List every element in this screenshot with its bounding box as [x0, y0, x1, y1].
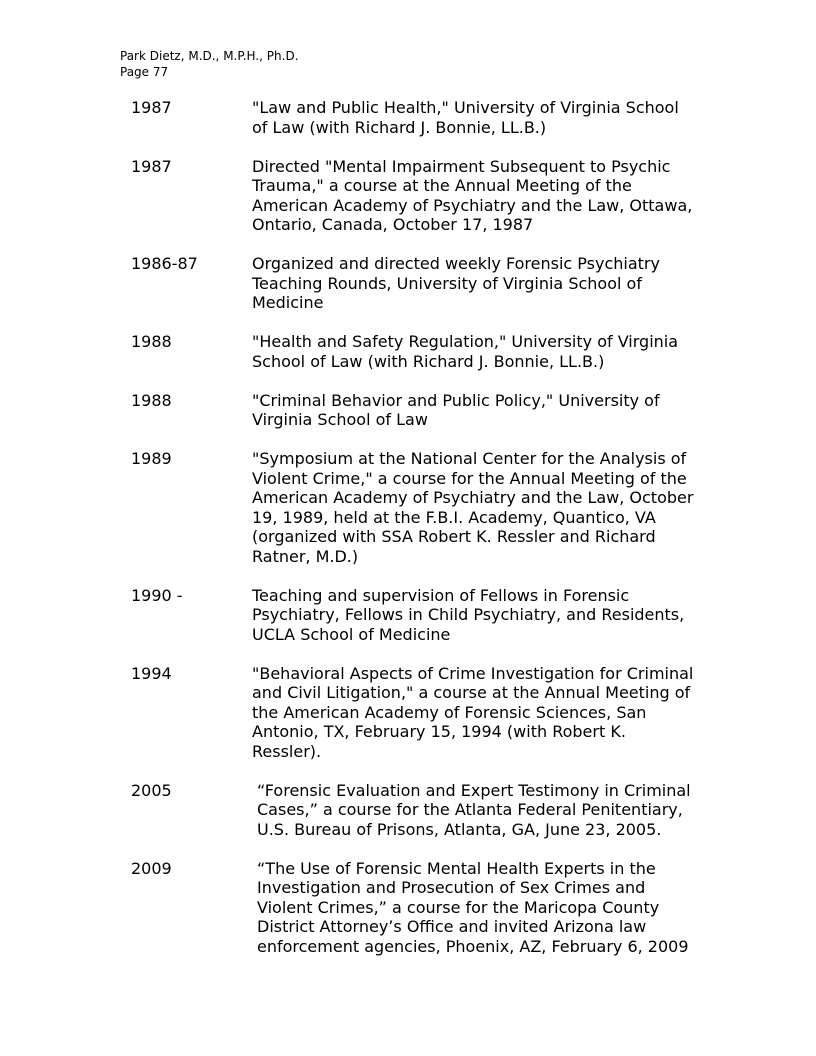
- entry-year: 1988: [131, 332, 172, 351]
- description-line: Teaching and supervision of Fellows in Forensic: [252, 585, 630, 605]
- description-line: Ressler).: [252, 741, 322, 761]
- description-line: Teaching Rounds, University of Virginia School of: [252, 273, 642, 293]
- description-line: Organized and directed weekly Forensic Psychiatry: [252, 254, 660, 273]
- entry-1989-symposium: [0, 449, 816, 566]
- entry-2005-forensic-evaluation: [0, 781, 816, 840]
- description-line: "Health and Safety Regulation," University of Virginia: [252, 332, 679, 351]
- description-line: School of Law (with Richard J. Bonnie, LL.B.): [252, 351, 605, 371]
- description-line: "Law and Public Health," University of Virginia School: [252, 98, 679, 117]
- entry-year: 2009: [131, 858, 172, 878]
- description-line: Virginia School of Law: [252, 410, 428, 429]
- entry-year: 2005: [131, 780, 172, 800]
- description-line: Violent Crime," a course for the Annual Meeting of the: [252, 468, 687, 488]
- description-line: Ontario, Canada, October 17, 1987: [252, 215, 534, 234]
- description-line: American Academy of Psychiatry and the Law, October: [252, 488, 694, 507]
- entry-1987-law-public-health: [0, 98, 816, 137]
- description-line: Antonio, TX, February 15, 1994 (with Robert K.: [252, 722, 626, 741]
- description-line: and Civil Litigation," a course at the Annual Meeting of: [252, 683, 691, 702]
- description-line: Directed "Mental Impairment Subsequent to Psychic: [252, 156, 671, 176]
- entry-description: [257, 859, 701, 957]
- entry-year: 1990 -: [131, 585, 183, 605]
- description-line: Violent Crimes,” a course for the Maricopa County: [257, 897, 660, 917]
- description-line: Cases,” a course for the Atlanta Federal Penitentiary,: [257, 800, 683, 819]
- entry-description: [252, 391, 700, 430]
- entry-1990-ucla-teaching: [0, 586, 816, 645]
- description-line: UCLA School of Medicine: [252, 624, 451, 644]
- description-line: Trauma," a course at the Annual Meeting of the: [252, 176, 632, 195]
- description-line: “The Use of Forensic Mental Health Experts in the: [257, 858, 656, 878]
- entry-year: 1987: [131, 98, 172, 117]
- entry-1988-health-safety: [0, 332, 816, 371]
- description-line: Ratner, M.D.): [252, 546, 359, 566]
- entry-year: 1988: [131, 390, 172, 410]
- entry-description: [257, 781, 701, 840]
- description-line: "Criminal Behavior and Public Policy," University of: [252, 390, 660, 410]
- teaching-entries-list: [0, 98, 816, 976]
- entry-description: [252, 332, 700, 371]
- entry-description: [252, 98, 700, 137]
- entry-1986-87-teaching-rounds: [0, 254, 816, 313]
- entry-year: 1989: [131, 449, 172, 468]
- entry-1988-criminal-behavior: [0, 391, 816, 430]
- entry-description: [252, 664, 700, 762]
- entry-year: 1987: [131, 156, 172, 176]
- description-line: District Attorney’s Office and invited Arizona law: [257, 917, 647, 936]
- entry-description: [252, 157, 700, 235]
- page-header: [120, 48, 299, 80]
- description-line: Psychiatry, Fellows in Child Psychiatry, and Residents,: [252, 605, 685, 624]
- description-line: (organized with SSA Robert K. Ressler and Richard: [252, 527, 656, 546]
- entry-year: 1994: [131, 663, 172, 683]
- description-line: the American Academy of Forensic Sciences, San: [252, 702, 647, 722]
- entry-1994-behavioral-aspects: [0, 664, 816, 762]
- description-line: American Academy of Psychiatry and the Law, Ottawa,: [252, 195, 693, 215]
- entry-description: [252, 449, 700, 566]
- description-line: "Behavioral Aspects of Crime Investigation for Criminal: [252, 663, 694, 683]
- description-line: U.S. Bureau of Prisons, Atlanta, GA, June 23, 2005.: [257, 819, 662, 839]
- page-number: Page 77: [120, 65, 169, 79]
- description-line: “Forensic Evaluation and Expert Testimony in Criminal: [257, 780, 691, 800]
- description-line: Medicine: [252, 293, 324, 312]
- description-line: Investigation and Prosecution of Sex Crimes and: [257, 878, 646, 897]
- entry-2009-forensic-mental-health: [0, 859, 816, 957]
- description-line: "Symposium at the National Center for the Analysis of: [252, 449, 687, 468]
- description-line: of Law (with Richard J. Bonnie, LL.B.): [252, 117, 547, 137]
- author-name: Park Dietz, M.D., M.P.H., Ph.D.: [120, 49, 299, 63]
- description-line: 19, 1989, held at the F.B.I. Academy, Quantico, VA: [252, 507, 656, 527]
- entry-1987-mental-impairment: [0, 157, 816, 235]
- entry-year: 1986-87: [131, 254, 198, 273]
- entry-description: [252, 254, 700, 313]
- entry-description: [252, 586, 700, 645]
- description-line: enforcement agencies, Phoenix, AZ, February 6, 2009: [257, 936, 689, 956]
